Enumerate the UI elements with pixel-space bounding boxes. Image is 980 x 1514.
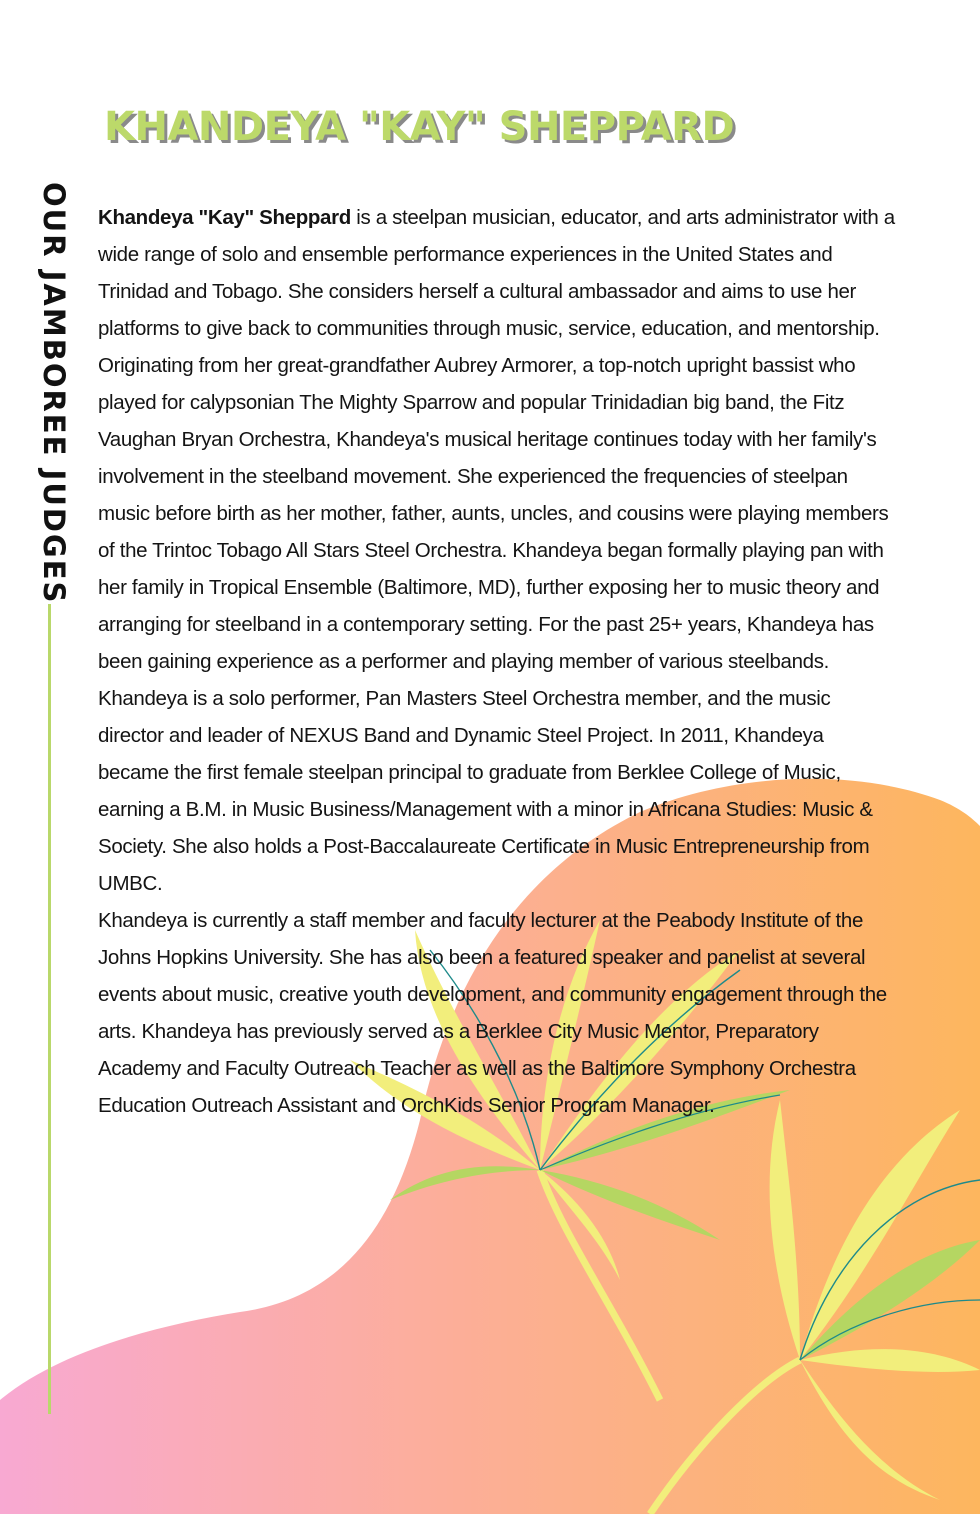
bio-paragraph-1-text: is a steelpan musician, educator, and arts administrator with a wide range of solo and ensemble performance experiences in the United States and Trinidad and Tobago. She considers herself a cultural ambassador and aims to use her platforms to give back to communities through music, service, education, and mentorship.: [98, 206, 895, 340]
section-label: OUR JAMBOREE JUDGES: [37, 182, 71, 605]
bio-paragraph-3: Khandeya is a solo performer, Pan Masters Steel Orchestra member, and the music director and leader of NEXUS Band and Dynamic Steel Project. In 2011, Khandeya became the first female steelpan principal to graduate from Berklee College of Music, earning a B.M. in Music Business/Management with a minor in Africana Studies: Music & Society. She also holds a Post-Baccalaureate Certificate in Music Entrepreneurship from UMBC.: [98, 687, 873, 895]
bio-paragraph-1: [98, 199, 898, 347]
bio-name: Khandeya "Kay" Sheppard: [98, 206, 351, 229]
bio-paragraph-4: Khandeya is currently a staff member and faculty lecturer at the Peabody Institute of the Johns Hopkins University. She has also been a featured speaker and panelist at several events about music, creative youth development, and community engagement through the arts. Khandeya has previously served as a Berklee City Music Mentor, Preparatory Academy and Faculty Outreach Teacher as well as the Baltimore Symphony Orchestra Education Outreach Assistant and OrchKids Senior Program Manager.: [98, 909, 887, 1117]
bio-paragraph-2: Originating from her great-grandfather Aubrey Armorer, a top-notch upright bassist who played for calypsonian The Mighty Sparrow and popular Trinidadian big band, the Fitz Vaughan Bryan Orchestra, Khandeya's musical heritage continues today with her family's involvement in the steelband movement. She experienced the frequencies of steelpan music before birth as her mother, father, aunts, uncles, and cousins were playing members of the Trintoc Tobago All Stars Steel Orchestra. Khandeya began formally playing pan with her family in Tropical Ensemble (Baltimore, MD), further exposing her to music theory and arranging for steelband in a contemporary setting. For the past 25+ years, Khandeya has been gaining experience as a performer and playing member of various steelbands.: [98, 354, 889, 673]
bio-text: [98, 199, 898, 1124]
page-title: KHANDEYA "KAY" SHEPPARD: [104, 104, 735, 150]
accent-rule: [48, 604, 51, 1414]
